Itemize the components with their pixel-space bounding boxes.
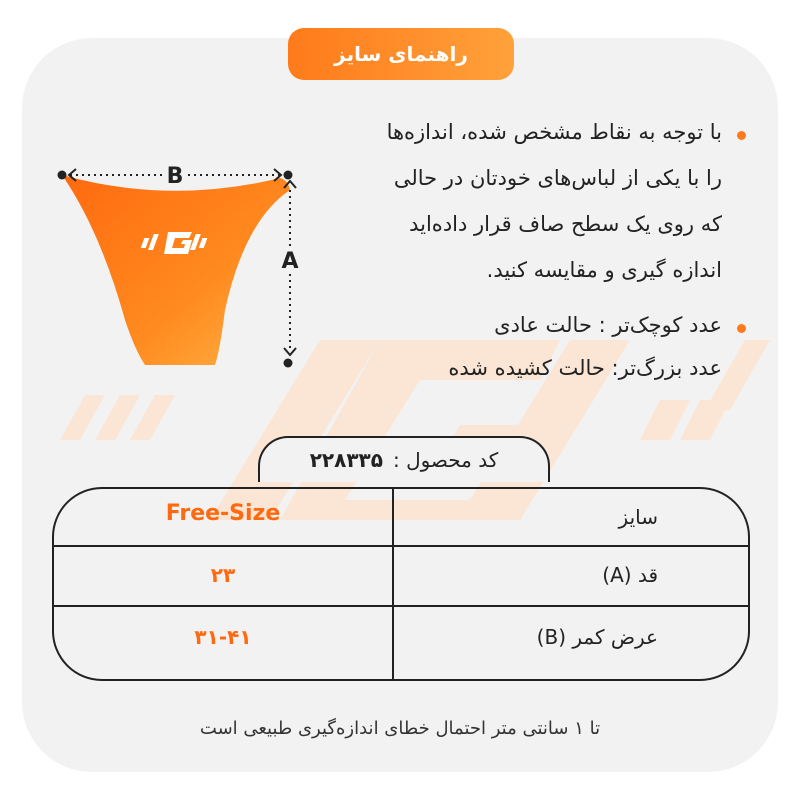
arrow-down-icon [284,348,296,355]
table-divider [54,545,748,547]
table-divider [392,489,394,679]
table-row-value: ۲۳ [210,563,236,587]
point-b-right [284,171,293,180]
product-code [258,436,550,482]
page-title: راهنمای سایز [288,28,514,80]
table-header-value: Free-Size [165,501,281,526]
point-b-left [58,171,67,180]
product-code-label: کد محصول : [392,448,499,472]
table-row-label: قد (A) [602,563,658,587]
instruction-line: که روی یک سطح صاف قرار داده‌اید [409,212,722,236]
instruction-line: با توجه به نقاط مشخص شده، اندازه‌ها [386,120,722,144]
measurement-note: تا ۱ سانتی متر احتمال خطای اندازه‌گیری طبیعی است [199,718,601,739]
garment-diagram [40,150,320,380]
product-code-value: ۲۲۸۳۳۵ [309,448,383,472]
table-row-value: ۳۱-۴۱ [194,625,252,649]
table-row-label: عرض کمر (B) [536,625,658,649]
instruction-line: اندازه گیری و مقایسه کنید. [486,258,722,282]
instruction-line: عدد بزرگ‌تر: حالت کشیده شده [448,356,722,380]
instruction-line: را با یکی از لباس‌های خودتان در حالی [393,166,722,190]
table-divider [54,605,748,607]
size-table [52,487,750,681]
label-b: B [166,164,184,189]
label-a: A [281,249,299,274]
table-header-label: سایز [618,505,658,529]
garment-shape [62,175,290,365]
point-a-bottom [284,359,293,368]
bullet-dot [737,324,746,333]
bullet-dot [737,131,746,140]
instruction-line: عدد کوچک‌تر : حالت عادی [494,313,722,337]
